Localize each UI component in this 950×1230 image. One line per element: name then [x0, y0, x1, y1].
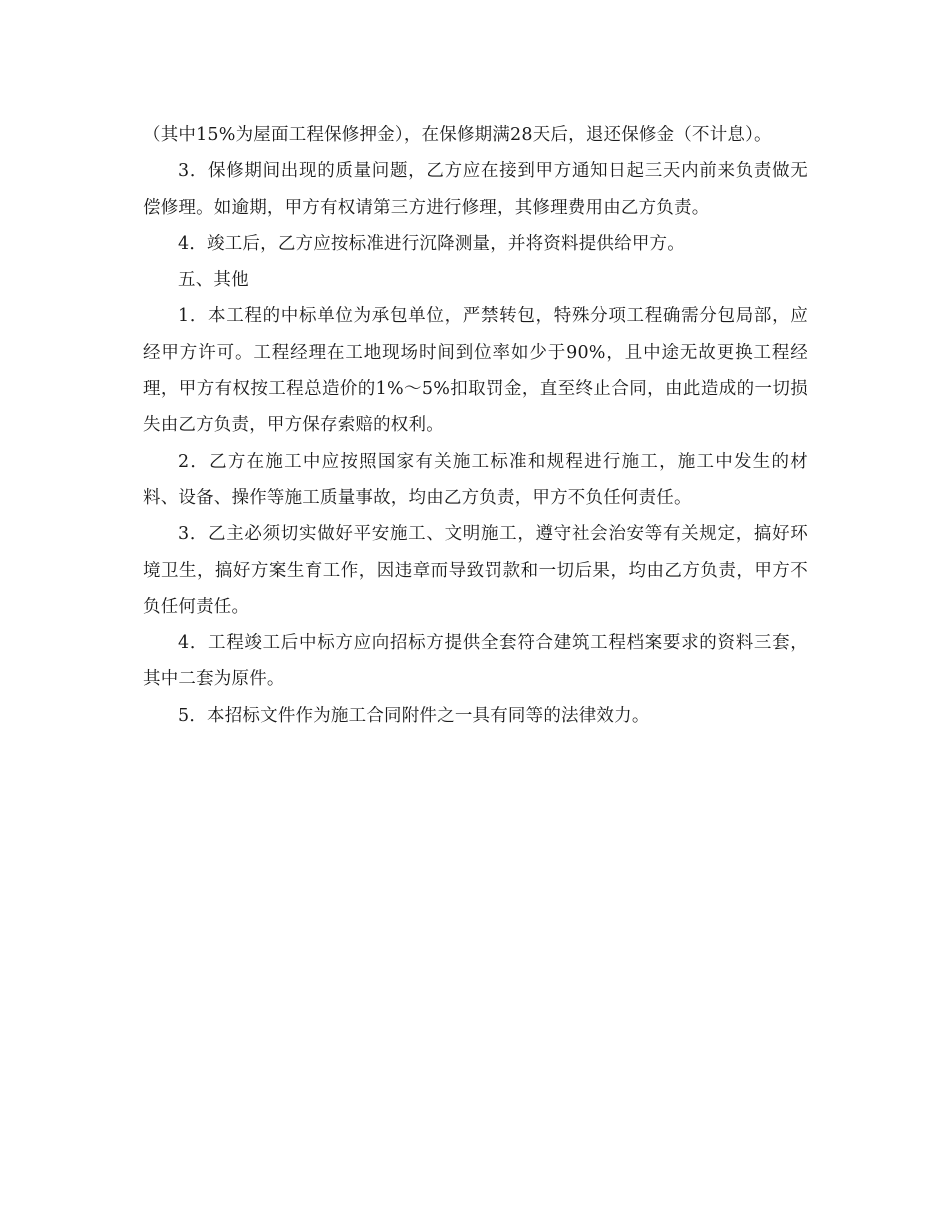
paragraph-warranty-repair: 3．保修期间出现的质量问题，乙方应在接到甲方通知日起三天内前来负责做无偿修理。如逾期，甲方有权请第三方进行修理，其修理费用由乙方负责。	[143, 161, 808, 218]
paragraph-settlement-survey: 4．竣工后，乙方应按标准进行沉降测量，并将资料提供给甲方。	[178, 233, 685, 254]
paragraph-safety: 3．乙主必须切实做好平安施工、文明施工，遵守社会治安等有关规定，搞好环境卫生，搞好方案生育工作，因违章而导致罚款和一切后果，均由乙方负责，甲方不负任何责任。	[143, 524, 808, 617]
document-body	[143, 117, 808, 734]
section-heading-other: 五、其他	[178, 270, 249, 291]
paragraph-subcontracting: 1．本工程的中标单位为承包单位，严禁转包，特殊分项工程确需分包局部，应经甲方许可。工程经理在工地现场时间到位率如少于90%，且中途无故更换工程经理，甲方有权按工程总造价的1%～5%扣取罚金，直至终止合同，由此造成的一切损失由乙方负责，甲方保存索赔的权利。	[143, 306, 808, 436]
paragraph-archive-documents: 4．工程竣工后中标方应向招标方提供全套符合建筑工程档案要求的资料三套，其中二套为原件。	[143, 633, 808, 690]
paragraph-legal-effect: 5．本招标文件作为施工合同附件之一具有同等的法律效力。	[178, 705, 650, 726]
paragraph-deposit-continuation: （其中15%为屋面工程保修押金），在保修期满28天后，退还保修金（不计息）。	[143, 125, 772, 145]
paragraph-construction-standards: 2．乙方在施工中应按照国家有关施工标准和规程进行施工，施工中发生的材料、设备、操作等施工质量事故，均由乙方负责，甲方不负任何责任。	[143, 451, 808, 508]
